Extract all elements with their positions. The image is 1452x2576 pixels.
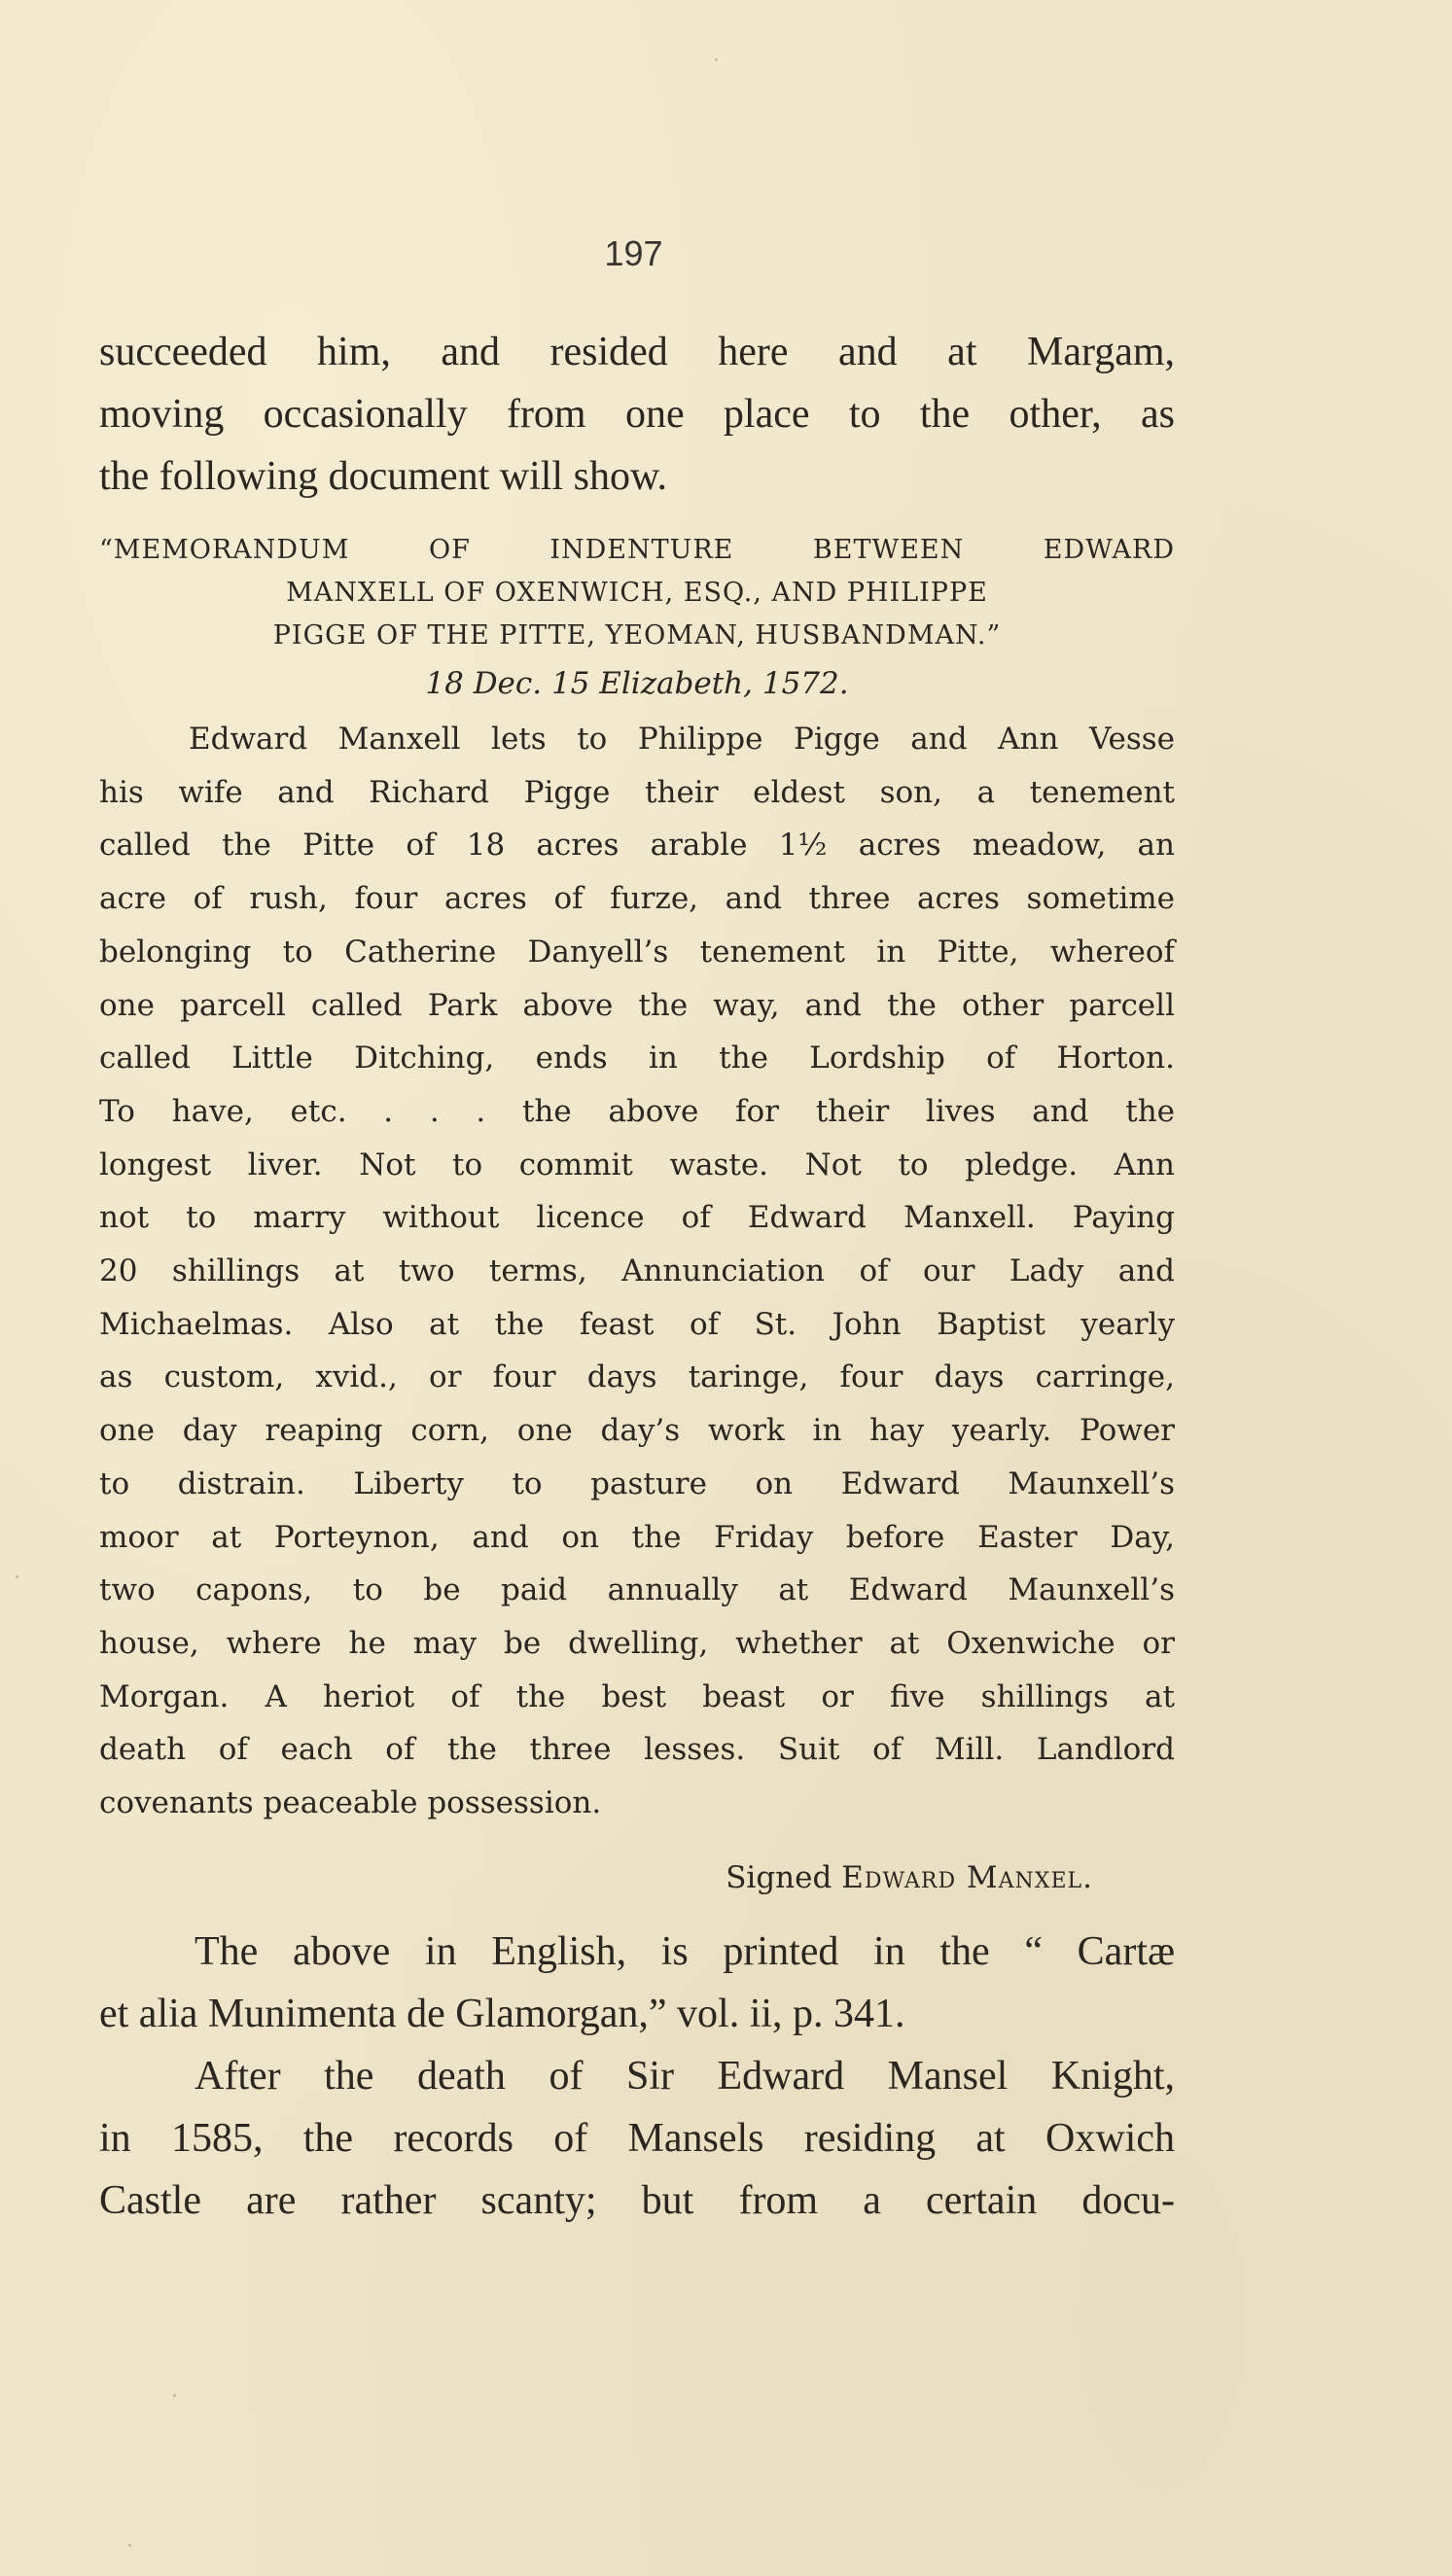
closing-line: in 1585, the records of Mansels residing at Oxwich bbox=[99, 2116, 1175, 2161]
indenture-line: Morgan. A heriot of the best beast or five shillings at bbox=[99, 1678, 1175, 1714]
memorandum-heading bbox=[99, 529, 1175, 657]
indenture-line: to distrain. Liberty to pasture on Edward Maunxell’s bbox=[99, 1465, 1175, 1501]
closing-line: After the death of Sir Edward Mansel Knight, bbox=[195, 2054, 1175, 2099]
indenture-line: not to marry without licence of Edward Manxell. Paying bbox=[99, 1200, 1175, 1236]
indenture-line: as custom, xvid., or four days taringe, four days carringe, bbox=[99, 1359, 1175, 1395]
heading-line: “MEMORANDUM OF INDENTURE BETWEEN EDWARD bbox=[99, 535, 1175, 565]
indenture-line: moor at Porteynon, and on the Friday before Easter Day, bbox=[99, 1519, 1175, 1555]
indenture-paragraph bbox=[99, 713, 1175, 1830]
intro-paragraph bbox=[99, 321, 1175, 508]
heading-line: MANXELL OF OXENWICH, ESQ., AND PHILIPPE bbox=[286, 578, 988, 608]
paper-speck bbox=[715, 58, 718, 61]
indenture-line: To have, etc. . . . the above for their lives and the bbox=[99, 1093, 1175, 1129]
indenture-line: covenants peaceable possession. bbox=[99, 1785, 602, 1821]
intro-line: the following document will show. bbox=[99, 454, 668, 499]
signature bbox=[99, 1853, 1093, 1902]
date-line: 18 Dec. 15 Elizabeth, 1572. bbox=[425, 666, 849, 701]
indenture-line: Edward Manxell lets to Philippe Pigge and Ann Vesse bbox=[189, 722, 1175, 757]
paper-speck bbox=[128, 2544, 131, 2547]
indenture-line: acre of rush, four acres of furze, and three acres sometime bbox=[99, 881, 1175, 917]
indenture-line: longest liver. Not to commit waste. Not to pledge. Ann bbox=[99, 1147, 1175, 1182]
indenture-line: one parcell called Park above the way, and the other parcell bbox=[99, 987, 1175, 1023]
indenture-line: house, where he may be dwelling, whether at Oxenwiche or bbox=[99, 1625, 1175, 1661]
indenture-line: Michaelmas. Also at the feast of St. John Baptist yearly bbox=[99, 1306, 1175, 1342]
closing-line: The above in English, is printed in the “ Cartæ bbox=[195, 1929, 1175, 1974]
paper-speck bbox=[16, 1575, 18, 1578]
indenture-line: called Little Ditching, ends in the Lordship of Horton. bbox=[99, 1041, 1175, 1076]
closing-paragraph bbox=[99, 1921, 1175, 2232]
indenture-line: two capons, to be paid annually at Edward Maunxell’s bbox=[99, 1572, 1175, 1608]
signature-name: Edward Manxel. bbox=[841, 1860, 1093, 1895]
closing-line: et alia Munimenta de Glamorgan,” vol. ii, p. 341. bbox=[99, 1992, 905, 2036]
indenture-line: his wife and Richard Pigge their eldest son, a tenement bbox=[99, 774, 1175, 810]
intro-line: moving occasionally from one place to the other, as bbox=[99, 392, 1175, 437]
heading-line: PIGGE OF THE PITTE, YEOMAN, HUSBANDMAN.” bbox=[272, 620, 1002, 651]
closing-line: Castle are rather scanty; but from a certain docu- bbox=[99, 2178, 1175, 2223]
indenture-line: called the Pitte of 18 acres arable 1½ acres meadow, an bbox=[99, 828, 1175, 864]
signature-prefix: Signed bbox=[726, 1860, 832, 1895]
paper-speck bbox=[173, 2394, 176, 2397]
indenture-line: one day reaping corn, one day’s work in hay yearly. Power bbox=[99, 1413, 1175, 1449]
page-number: 197 bbox=[604, 233, 663, 273]
indenture-line: belonging to Catherine Danyell’s tenement in Pitte, whereof bbox=[99, 934, 1175, 970]
indenture-line: 20 shillings at two terms, Annunciation of our Lady and bbox=[99, 1253, 1175, 1289]
intro-line: succeeded him, and resided here and at Margam, bbox=[99, 330, 1175, 374]
indenture-line: death of each of the three lesses. Suit of Mill. Landlord bbox=[99, 1732, 1175, 1768]
